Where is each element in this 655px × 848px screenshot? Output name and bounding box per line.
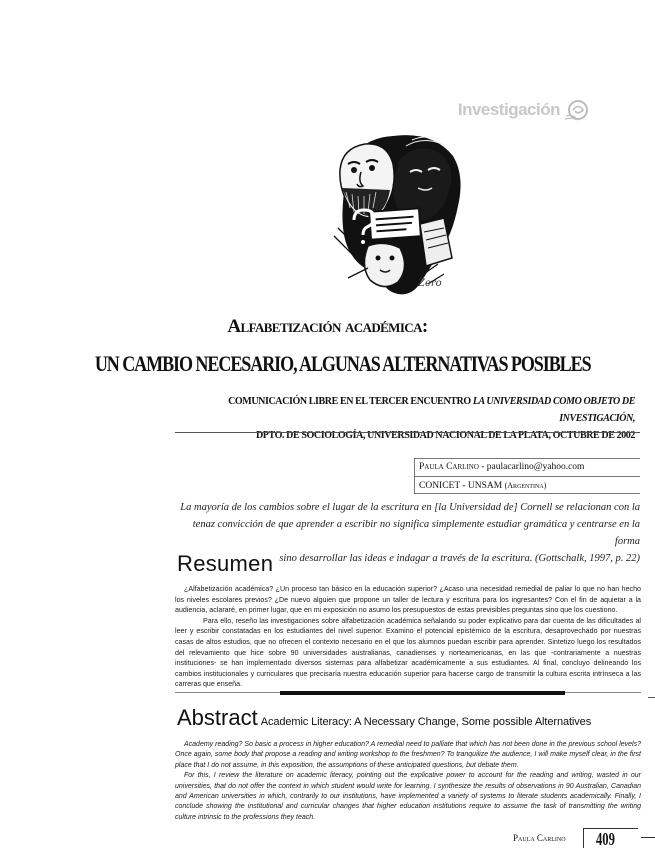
- title-divider: [175, 432, 640, 433]
- epigraph-line1: La mayoría de los cambios sobre el lugar de la escritura en [la Universidad de] Cornell se relacionan con la: [180, 502, 640, 513]
- section-tag: [458, 98, 590, 122]
- margin-tick: [648, 697, 655, 698]
- abstract-subtitle: Academic Literacy: A Necessary Change, Some possible Alternatives: [260, 716, 592, 728]
- abstract-paragraph-2: For this, I review the literature on academic literacy, pointing out the explicative power to account for the reading and writing, wasted in our universities, that do not offer the context in which student would write for learning. I synthesize the results of observations in 90 Australian, Canadian and American universities in which, contrarily to our institutions, have implemented a variety of systems to literate students academically. Finally, I conclude showing the institutional and curricular changes that higher education institutions require to assume the task of transmitting the writing culture intrinsic to the professions they teach.: [175, 772, 641, 821]
- abstract-heading: Abstract: [177, 705, 258, 730]
- woodcut-faces-illustration: [328, 128, 463, 295]
- author-country: (Argentina): [504, 481, 547, 490]
- swirl-logo-icon: [564, 98, 590, 122]
- subtitle-line1-prefix: COMUNICACIÓN LIBRE EN EL TERCER ENCUENTRO: [228, 396, 473, 407]
- footer-tick: [641, 837, 655, 838]
- page-number: 409: [596, 829, 615, 848]
- abstract-paragraph-1: Academy reading? So basic a process in higher education? A remedial need to palliate that which has not been done in the previous school levels? Once again, some body that propose a reading and writing workshop to the freshmen? To tranquilize the audience, I will make myself clear, in the first place that I do not assume, in this exposition, the assumptions of these anticipated questions, but debate them.: [175, 741, 641, 769]
- author-affiliation: CONICET - UNSAM: [419, 481, 505, 491]
- article-title-line2: UN CAMBIO NECESARIO, ALGUNAS ALTERNATIVAS POSIBLES: [94, 351, 591, 376]
- epigraph-line3: sino desarrollar las ideas e indagar a través de la escritura. (Gottschalk, 1997, p. 22): [279, 553, 640, 564]
- resumen-heading: Resumen: [177, 551, 274, 576]
- resumen-paragraph-2: Para ello, reseño las investigaciones sobre alfabetización académica señalando su poder explicativo para dar cuenta de las dificultades al leer y escribir constatadas en los estudiantes del nivel superior. Examino el potencial epistémico de la escritura, desaprovechado por nuestras casas de altos estudios, que no ofrecen el contexto necesario en el que los alumnos puedan escribir para aprender. Sintetizo luego los resultados del relevamiento que hice sobre 90 universidades australianas, canadienses y norteamericanas, en las que -contrariamente a nuestras instituciones- se han implementado diversos sistemas para alfabetizar académicamente a sus estudiantes. Al final, concluyo delineando los cambios institucionales y curriculares que precisaría nuestra educación superior para hacerse cargo de transmitir la cultura escrita intrínseca a las carreras que enseña.: [175, 616, 641, 689]
- subtitle-line1-italic: LA UNIVERSIDAD COMO OBJETO DE INVESTIGACIÓN,: [472, 396, 635, 424]
- section-divider-bar: [280, 691, 565, 695]
- abstract-body: [175, 740, 641, 823]
- author-name: Paula Carlino: [419, 462, 479, 472]
- author-name-row: [415, 459, 640, 476]
- author-box: [414, 458, 640, 494]
- artist-signature: Zero: [418, 278, 442, 289]
- resumen-body: [175, 584, 641, 690]
- resumen-paragraph-1: ¿Alfabetización académica? ¿Un proceso tan básico en la educación superior? ¿Acaso una necesidad remedial de paliar lo que no han hecho los niveles escolares previos? ¿De nuevo alguien que propone un taller de lectura y escritura para los ingresantes? Con el fin de aquietar a la audiencia, aclararé, en primer lugar, que en mi exposición no asumo los presupuestos de estas previsibles preguntas sino que los cuestiono.: [175, 585, 641, 615]
- section-label: Investigación: [457, 100, 560, 119]
- article-subtitle: [200, 393, 640, 444]
- author-email[interactable]: - paulacarlino@yahoo.com: [478, 462, 585, 472]
- author-affiliation-row: [415, 476, 640, 493]
- abstract-header: [177, 705, 591, 731]
- epigraph-line2: tenaz convicción de que aprender a escribir no significa simplemente estudiar gramática y centrarse en la forma: [192, 519, 640, 547]
- page-footer: [0, 828, 655, 848]
- article-title-line1: Alfabetización académica:: [227, 316, 428, 337]
- subtitle-line2: DPTO. DE SOCIOLOGÍA, UNIVERSIDAD NACIONAL DE LA PLATA, OCTUBRE DE 2002: [255, 430, 635, 441]
- footer-author: Paula Carlino: [513, 833, 566, 843]
